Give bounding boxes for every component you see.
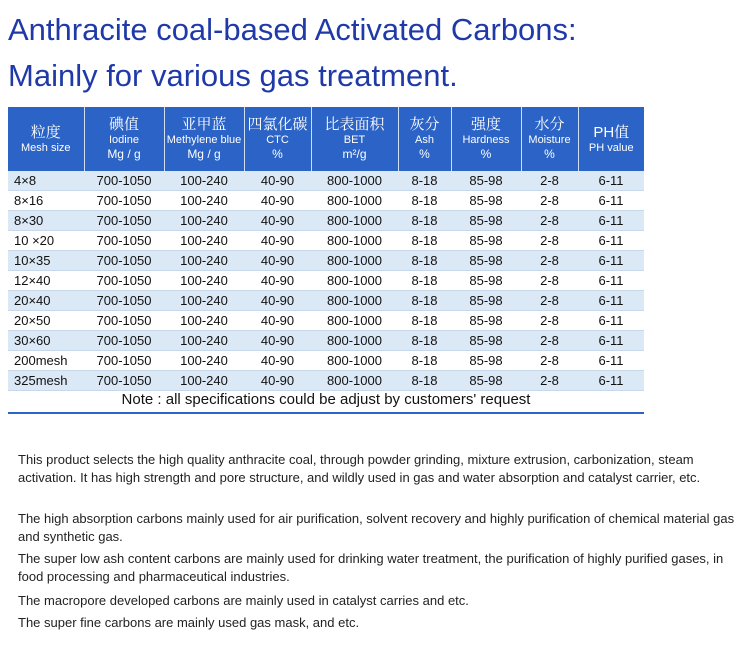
table-row — [8, 331, 644, 351]
header-hardness: 强度 Hardness % — [451, 107, 521, 171]
cell-ctc: 40-90 — [244, 251, 311, 271]
cell-moisture: 2-8 — [521, 231, 578, 251]
cell-iodine: 700-1050 — [84, 271, 164, 291]
cell-ash: 8-18 — [398, 371, 451, 391]
cell-moisture: 2-8 — [521, 211, 578, 231]
cell-methylene-blue: 100-240 — [164, 291, 244, 311]
cell-methylene-blue: 100-240 — [164, 331, 244, 351]
cell-moisture: 2-8 — [521, 311, 578, 331]
cell-bet: 800-1000 — [311, 271, 398, 291]
cell-iodine: 700-1050 — [84, 211, 164, 231]
cell-hardness: 85-98 — [451, 351, 521, 371]
specifications-table — [8, 107, 644, 391]
cell-ctc: 40-90 — [244, 191, 311, 211]
cell-moisture: 2-8 — [521, 351, 578, 371]
cell-ash: 8-18 — [398, 331, 451, 351]
cell-iodine: 700-1050 — [84, 371, 164, 391]
cell-ph-value: 6-11 — [578, 371, 644, 391]
cell-bet: 800-1000 — [311, 231, 398, 251]
cell-hardness: 85-98 — [451, 251, 521, 271]
cell-methylene-blue: 100-240 — [164, 311, 244, 331]
cell-ph-value: 6-11 — [578, 351, 644, 371]
cell-methylene-blue: 100-240 — [164, 351, 244, 371]
cell-iodine: 700-1050 — [84, 291, 164, 311]
description-paragraph: The high absorption carbons mainly used for air purification, solvent recovery and highly purification of chemical material gas and synthetic gas. — [18, 511, 735, 544]
cell-bet: 800-1000 — [311, 291, 398, 311]
table-row — [8, 251, 644, 271]
cell-ash: 8-18 — [398, 211, 451, 231]
cell-ph-value: 6-11 — [578, 211, 644, 231]
cell-mesh-size: 8×16 — [8, 191, 84, 211]
cell-ctc: 40-90 — [244, 331, 311, 351]
cell-methylene-blue: 100-240 — [164, 251, 244, 271]
cell-mesh-size: 10×35 — [8, 251, 84, 271]
cell-mesh-size: 12×40 — [8, 271, 84, 291]
cell-ash: 8-18 — [398, 311, 451, 331]
cell-ash: 8-18 — [398, 231, 451, 251]
cell-methylene-blue: 100-240 — [164, 171, 244, 191]
cell-ash: 8-18 — [398, 291, 451, 311]
cell-ash: 8-18 — [398, 191, 451, 211]
description-paragraph: This product selects the high quality anthracite coal, through powder grinding, mixture extrusion, carbonization, steam activation. It has high strength and pore structure, and wildly used in gas and water absorption and catalyst carrier, etc. — [18, 452, 701, 485]
header-ash: 灰分 Ash % — [398, 107, 451, 171]
table-header-row — [8, 107, 644, 171]
cell-iodine: 700-1050 — [84, 331, 164, 351]
description-paragraph: The macropore developed carbons are mainly used in catalyst carries and etc. — [18, 593, 469, 608]
cell-ph-value: 6-11 — [578, 251, 644, 271]
header-bet: 比表面积 BET m²/g — [311, 107, 398, 171]
table-row — [8, 271, 644, 291]
cell-hardness: 85-98 — [451, 211, 521, 231]
table-row — [8, 231, 644, 251]
cell-methylene-blue: 100-240 — [164, 211, 244, 231]
cell-moisture: 2-8 — [521, 371, 578, 391]
cell-mesh-size: 10 ×20 — [8, 231, 84, 251]
table-row — [8, 351, 644, 371]
cell-iodine: 700-1050 — [84, 231, 164, 251]
cell-bet: 800-1000 — [311, 311, 398, 331]
cell-iodine: 700-1050 — [84, 171, 164, 191]
cell-ph-value: 6-11 — [578, 291, 644, 311]
cell-ash: 8-18 — [398, 351, 451, 371]
cell-mesh-size: 4×8 — [8, 171, 84, 191]
cell-moisture: 2-8 — [521, 271, 578, 291]
cell-ctc: 40-90 — [244, 311, 311, 331]
cell-hardness: 85-98 — [451, 311, 521, 331]
table-row — [8, 171, 644, 191]
cell-bet: 800-1000 — [311, 191, 398, 211]
cell-bet: 800-1000 — [311, 171, 398, 191]
cell-ph-value: 6-11 — [578, 331, 644, 351]
cell-methylene-blue: 100-240 — [164, 231, 244, 251]
title-line-2: Mainly for various gas treatment. — [8, 58, 458, 93]
cell-iodine: 700-1050 — [84, 311, 164, 331]
cell-ctc: 40-90 — [244, 351, 311, 371]
cell-methylene-blue: 100-240 — [164, 271, 244, 291]
cell-iodine: 700-1050 — [84, 351, 164, 371]
cell-ctc: 40-90 — [244, 291, 311, 311]
specifications-note: Note : all specifications could be adjust by customers' request — [8, 388, 644, 414]
cell-ctc: 40-90 — [244, 371, 311, 391]
cell-bet: 800-1000 — [311, 371, 398, 391]
cell-bet: 800-1000 — [311, 351, 398, 371]
title-line-1: Anthracite coal-based Activated Carbons: — [8, 12, 577, 47]
cell-mesh-size: 200mesh — [8, 351, 84, 371]
header-moisture: 水分 Moisture % — [521, 107, 578, 171]
description-paragraph: The super low ash content carbons are mainly used for drinking water treatment, the purification of highly purified gases, in food processing and pharmaceutical industries. — [18, 551, 724, 584]
cell-ctc: 40-90 — [244, 231, 311, 251]
cell-ph-value: 6-11 — [578, 171, 644, 191]
cell-bet: 800-1000 — [311, 211, 398, 231]
cell-ctc: 40-90 — [244, 171, 311, 191]
cell-methylene-blue: 100-240 — [164, 191, 244, 211]
cell-methylene-blue: 100-240 — [164, 371, 244, 391]
header-mesh-size: 粒度 Mesh size — [8, 107, 84, 171]
cell-moisture: 2-8 — [521, 291, 578, 311]
cell-bet: 800-1000 — [311, 331, 398, 351]
cell-iodine: 700-1050 — [84, 191, 164, 211]
cell-hardness: 85-98 — [451, 171, 521, 191]
cell-ph-value: 6-11 — [578, 231, 644, 251]
cell-ash: 8-18 — [398, 171, 451, 191]
cell-hardness: 85-98 — [451, 271, 521, 291]
header-methylene-blue: 亚甲蓝 Methylene blue Mg / g — [164, 107, 244, 171]
cell-ash: 8-18 — [398, 271, 451, 291]
cell-moisture: 2-8 — [521, 171, 578, 191]
cell-iodine: 700-1050 — [84, 251, 164, 271]
cell-moisture: 2-8 — [521, 251, 578, 271]
cell-mesh-size: 20×40 — [8, 291, 84, 311]
cell-hardness: 85-98 — [451, 291, 521, 311]
cell-ctc: 40-90 — [244, 271, 311, 291]
table-row — [8, 211, 644, 231]
description-paragraph: The super fine carbons are mainly used gas mask, and etc. — [18, 615, 360, 630]
cell-ash: 8-18 — [398, 251, 451, 271]
cell-moisture: 2-8 — [521, 191, 578, 211]
cell-hardness: 85-98 — [451, 231, 521, 251]
header-ph-value: PH值 PH value — [578, 107, 644, 171]
cell-ctc: 40-90 — [244, 211, 311, 231]
cell-hardness: 85-98 — [451, 371, 521, 391]
cell-hardness: 85-98 — [451, 331, 521, 351]
cell-mesh-size: 8×30 — [8, 211, 84, 231]
table-row — [8, 311, 644, 331]
cell-bet: 800-1000 — [311, 251, 398, 271]
cell-moisture: 2-8 — [521, 331, 578, 351]
cell-ph-value: 6-11 — [578, 311, 644, 331]
header-iodine: 碘值 Iodine Mg / g — [84, 107, 164, 171]
cell-mesh-size: 325mesh — [8, 371, 84, 391]
table-row — [8, 191, 644, 211]
cell-hardness: 85-98 — [451, 191, 521, 211]
cell-ph-value: 6-11 — [578, 271, 644, 291]
cell-ph-value: 6-11 — [578, 191, 644, 211]
table-row — [8, 291, 644, 311]
header-ctc: 四氯化碳 CTC % — [244, 107, 311, 171]
cell-mesh-size: 30×60 — [8, 331, 84, 351]
cell-mesh-size: 20×50 — [8, 311, 84, 331]
